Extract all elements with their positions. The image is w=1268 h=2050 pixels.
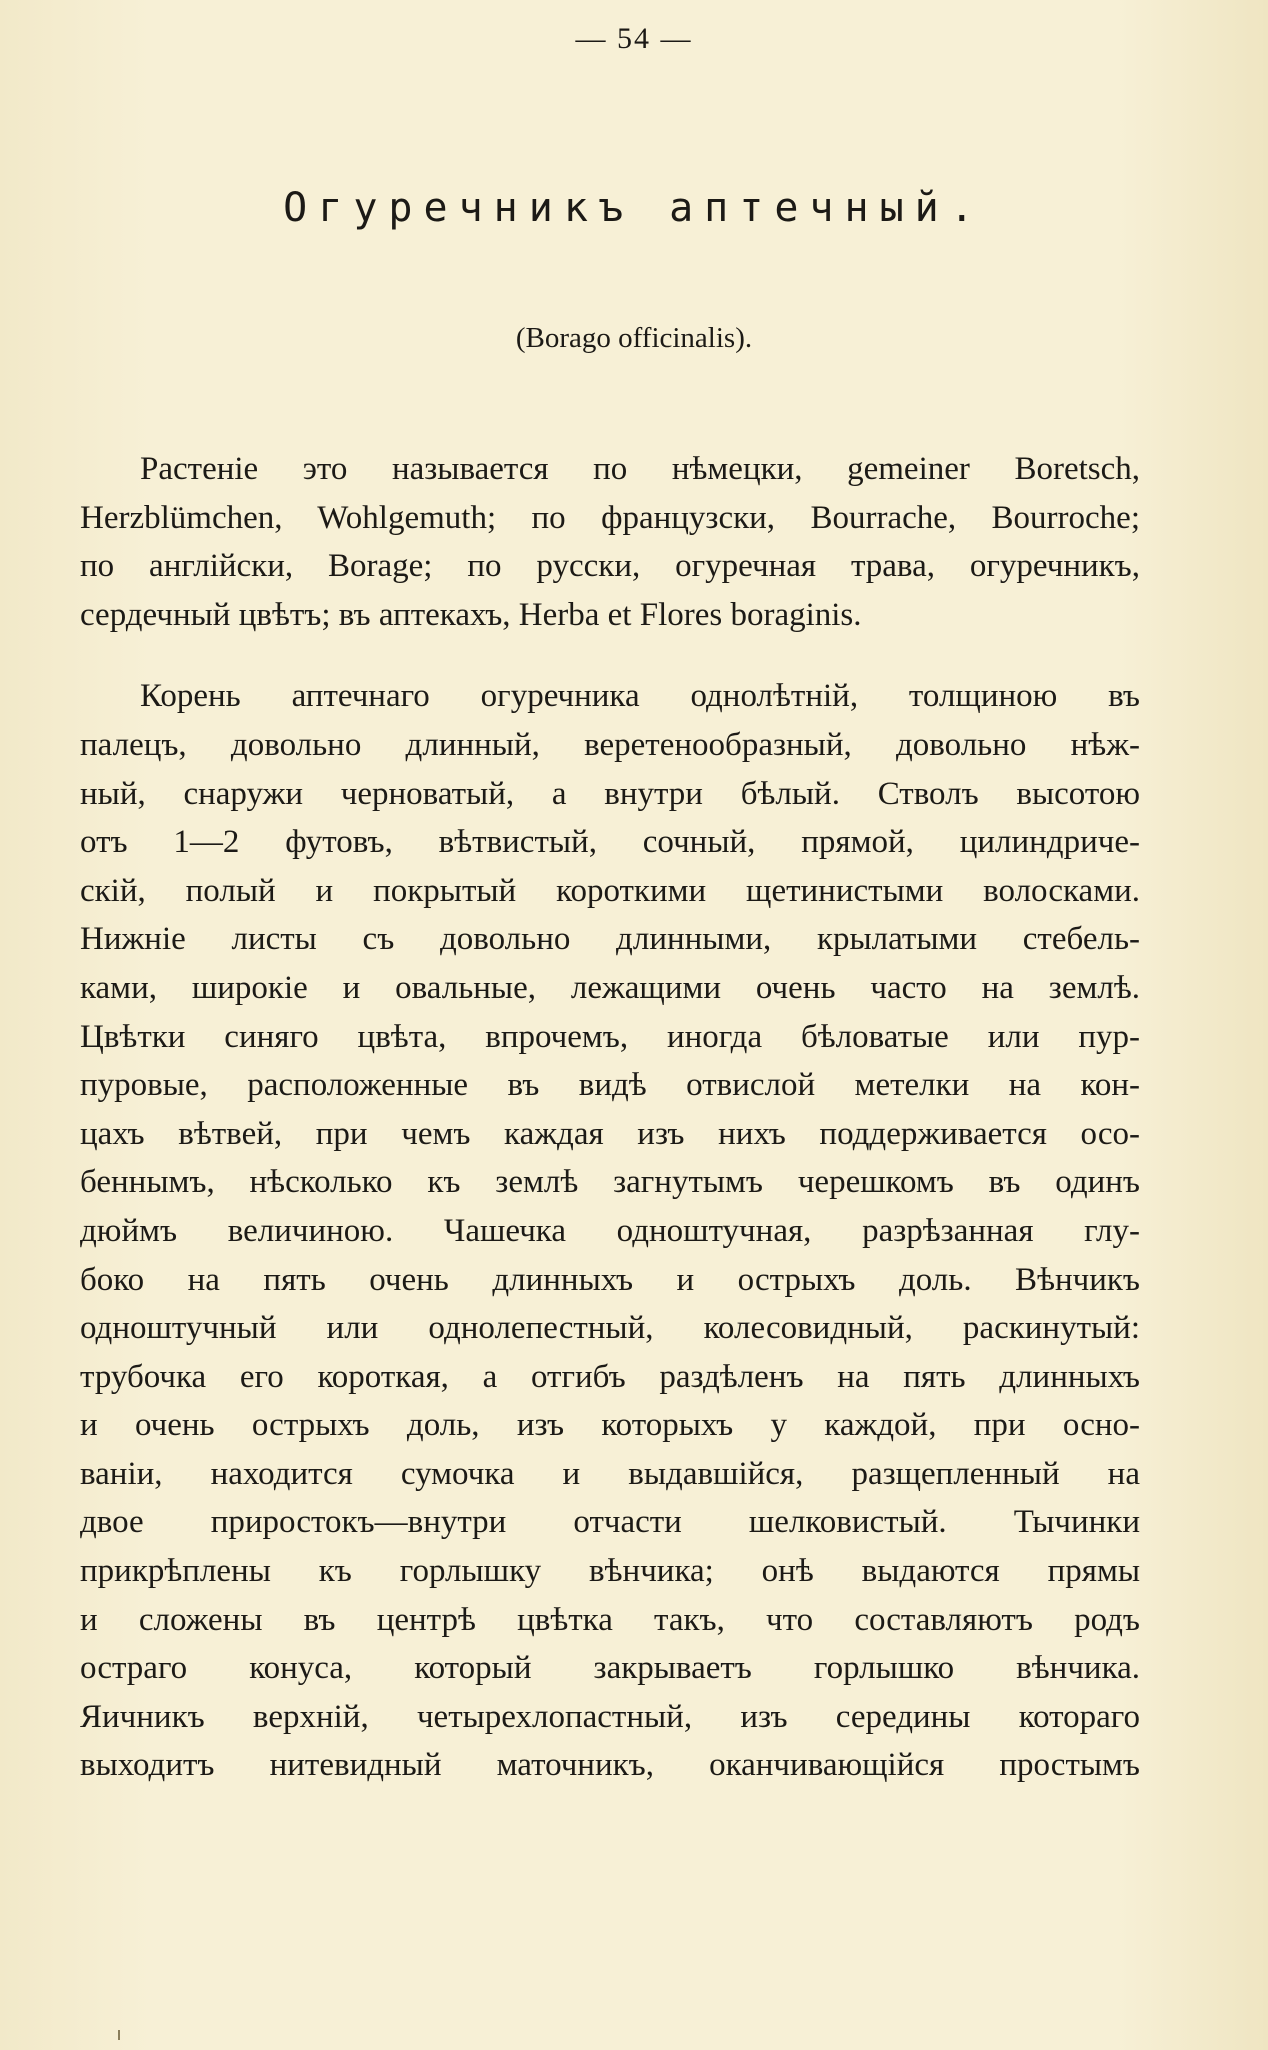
text-line: остраго конуса, который закрываетъ горлышко вѣнчика. — [80, 1650, 1140, 1687]
latin-name: (Borago officinalis). — [515, 322, 753, 354]
text-line: Нижніе листы съ довольно длинными, крылатыми стебель- — [80, 921, 1140, 958]
page-title: Огуречникъ аптечный. — [283, 185, 985, 231]
text-line: ками, широкіе и овальные, лежащими очень часто на землѣ. — [80, 969, 1140, 1006]
text-line: и сложены въ центрѣ цвѣтка такъ, что составляютъ родъ — [80, 1601, 1140, 1638]
text-line: Цвѣтки синяго цвѣта, впрочемъ, иногда бѣловатые или пур- — [80, 1018, 1140, 1055]
text-line: выходитъ нитевидный маточникъ, оканчивающійся простымъ — [80, 1747, 1140, 1784]
text-line: и очень острыхъ доль, изъ которыхъ у каждой, при осно- — [80, 1407, 1140, 1444]
text-line: Яичникъ верхній, четырехлопастный, изъ середины котораго — [80, 1698, 1140, 1735]
text-line: скій, полый и покрытый короткими щетинистыми волосками. — [80, 872, 1140, 909]
text-line: боко на пять очень длинныхъ и острыхъ доль. Вѣнчикъ — [80, 1261, 1140, 1298]
text-line: беннымъ, нѣсколько къ землѣ загнутымъ черешкомъ въ одинъ — [80, 1164, 1140, 1201]
text-line: ваніи, находится сумочка и выдавшійся, разщепленный на — [80, 1455, 1140, 1492]
text-line: сердечный цвѣтъ; въ аптекахъ, Herba et Flores boraginis. — [80, 596, 862, 633]
paragraph-description — [80, 672, 1140, 1790]
text-line: дюймъ величиною. Чашечка одноштучная, разрѣзанная глу- — [80, 1212, 1140, 1249]
page-number: — 54 — — [575, 22, 693, 55]
text-line: по англійски, Borage; по русски, огуречная трава, огуречникъ, — [80, 548, 1140, 585]
paragraph-names — [80, 445, 1140, 639]
text-line: ный, снаружи черноватый, а внутри бѣлый. Стволъ высотою — [80, 775, 1140, 812]
text-line: палецъ, довольно длинный, веретенообразный, довольно нѣж- — [80, 726, 1140, 763]
text-line: Herzblümchen, Wohlgemuth; по французски, Bourrache, Bourroche; — [80, 499, 1140, 536]
text-line: пуровые, расположенные въ видѣ отвислой метелки на кон- — [80, 1067, 1140, 1104]
text-line: Растеніе это называется по нѣмецки, gemeiner Boretsch, — [140, 451, 1140, 487]
text-line: трубочка его короткая, а отгибъ раздѣленъ на пять длинныхъ — [80, 1358, 1140, 1395]
text-line: отъ 1—2 футовъ, вѣтвистый, сочный, прямой, цилиндриче- — [80, 824, 1140, 861]
text-line: двое приростокъ—внутри отчасти шелковистый. Тычинки — [80, 1504, 1140, 1541]
text-line: прикрѣплены къ горлышку вѣнчика; онѣ выдаются прямы — [80, 1553, 1140, 1590]
print-mark — [118, 2030, 120, 2040]
text-line: одноштучный или однолепестный, колесовидный, раскинутый: — [80, 1310, 1140, 1347]
text-line: Корень аптечнаго огуречника однолѣтній, толщиною въ — [140, 678, 1140, 715]
body-text — [80, 445, 1140, 1823]
text-line: цахъ вѣтвей, при чемъ каждая изъ нихъ поддерживается осо- — [80, 1115, 1140, 1152]
